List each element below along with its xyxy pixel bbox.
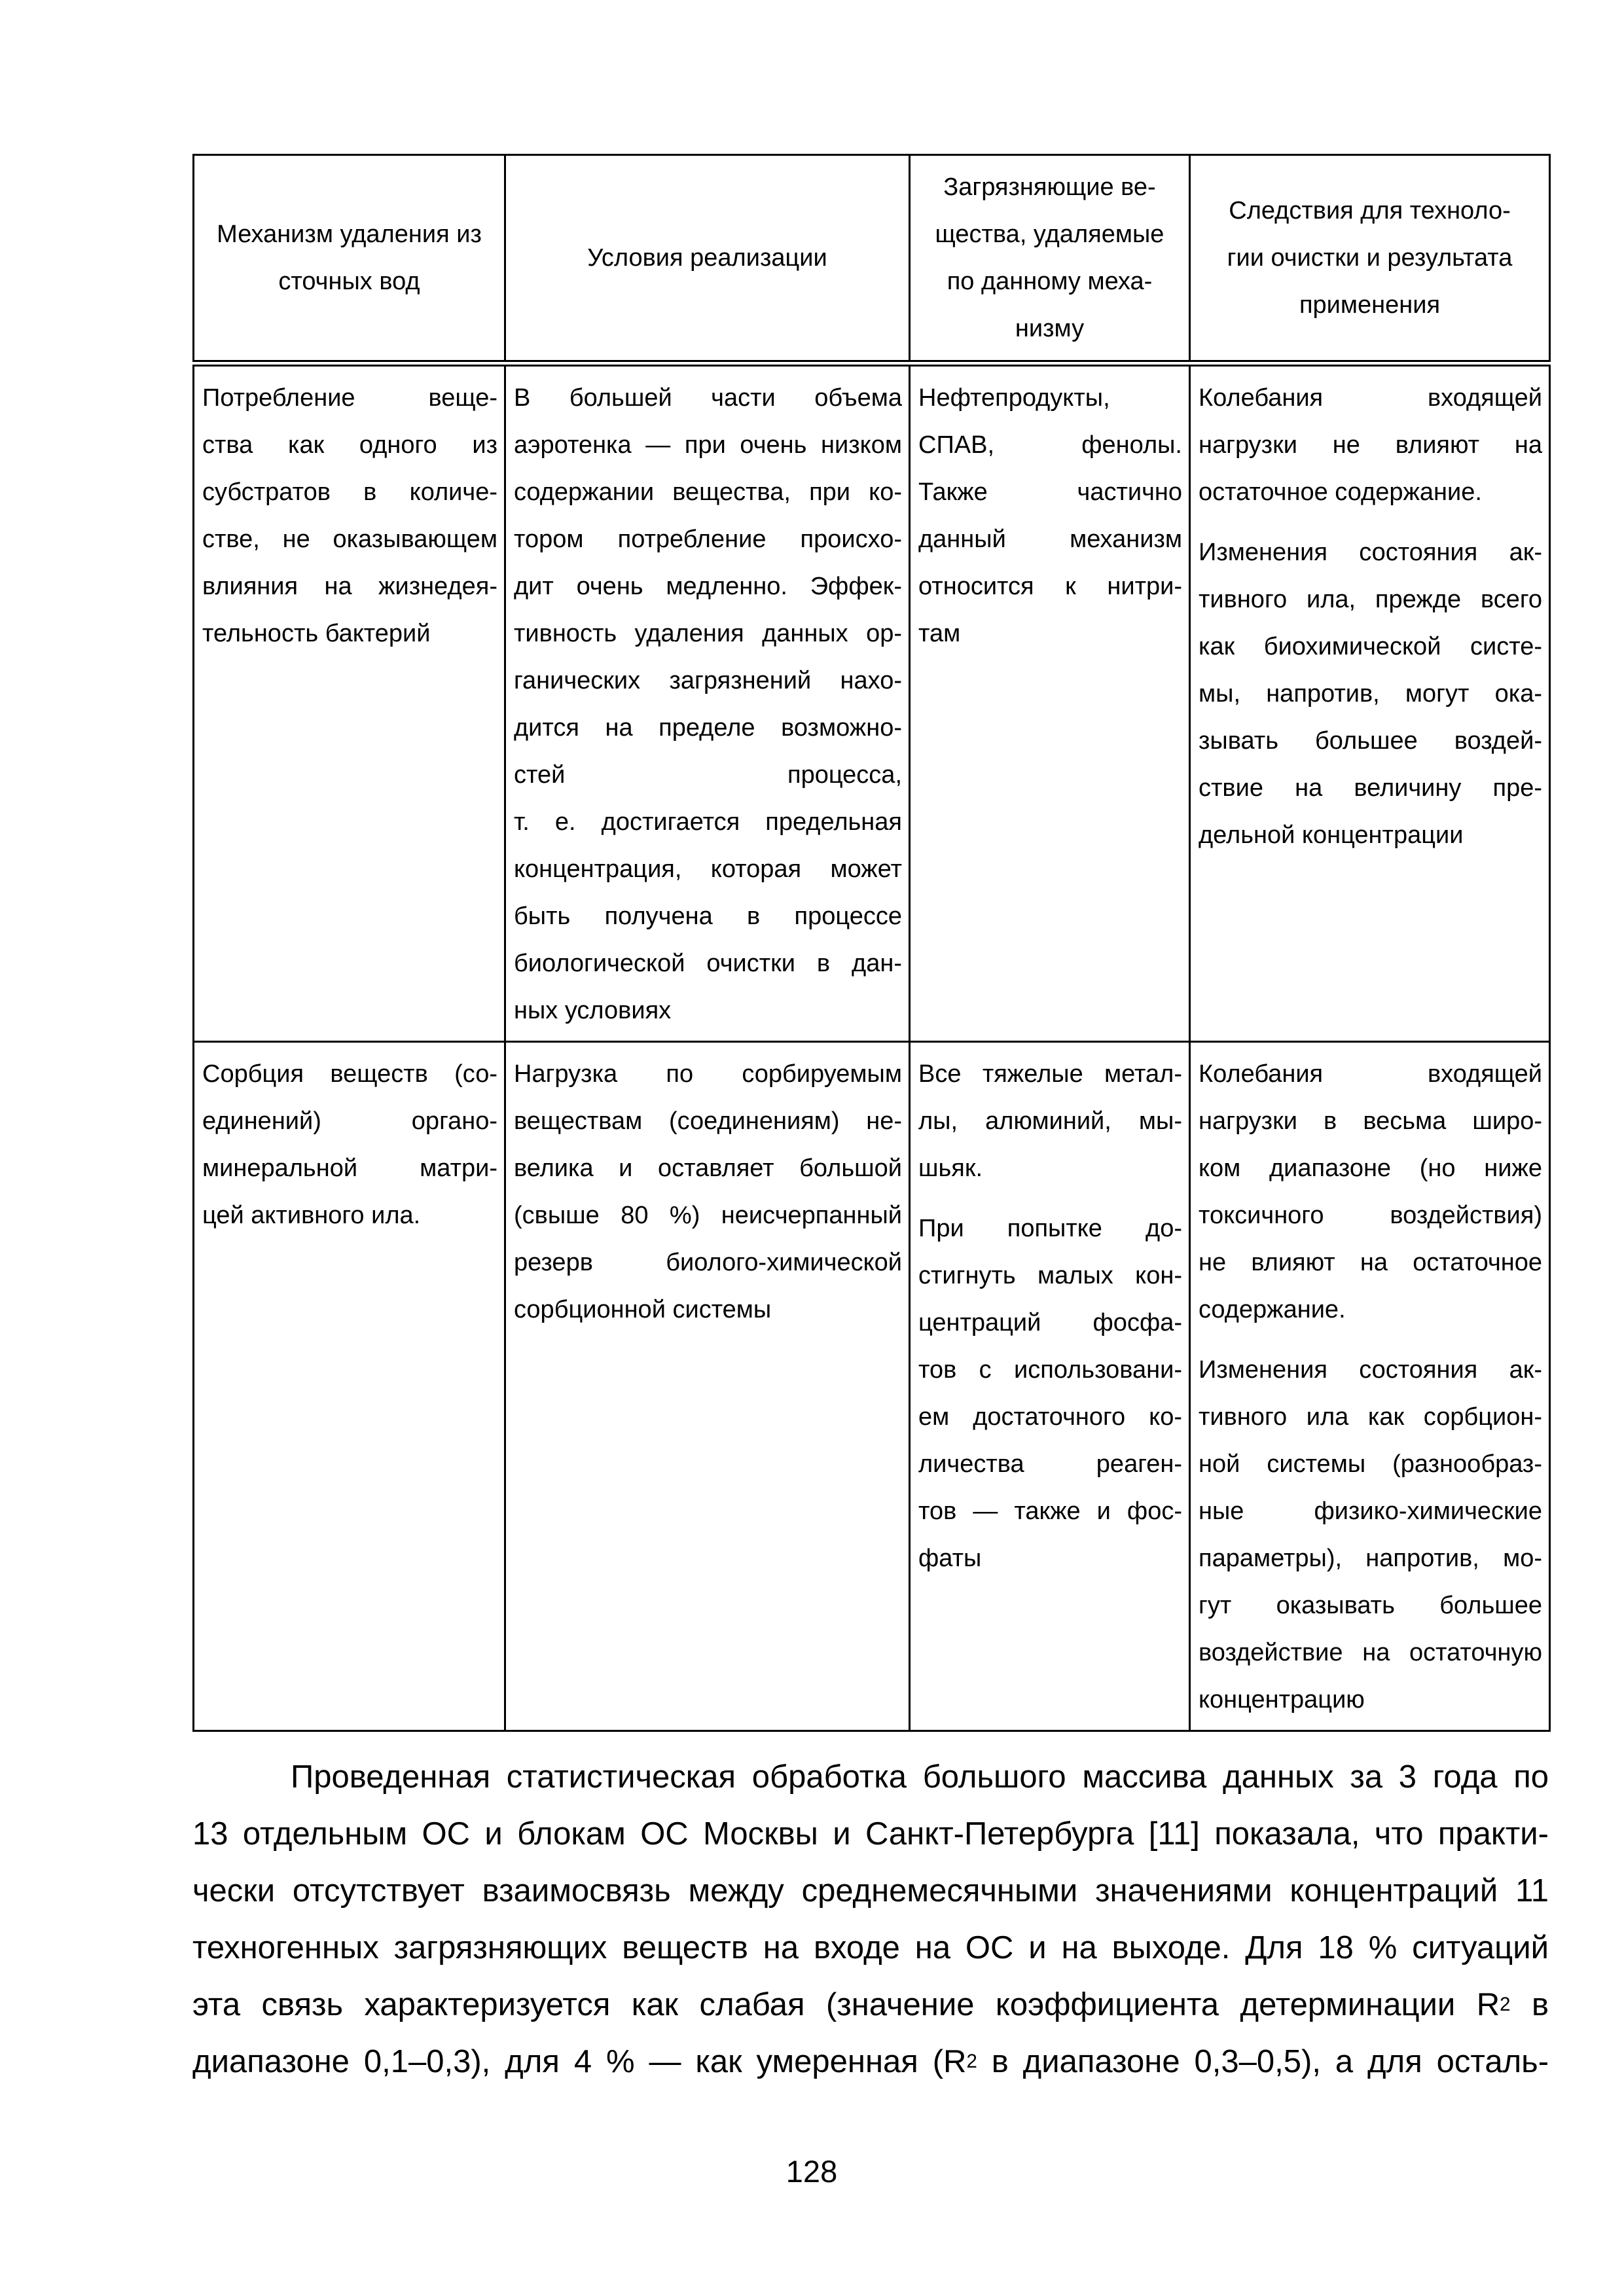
cell-text-line: по данному меха- — [947, 268, 1153, 295]
cell-text-line: параметры), напротив, мо- — [1199, 1545, 1542, 1572]
cell-text-line: ствие на величину пре- — [1199, 774, 1542, 802]
body-paragraph — [192, 1749, 1549, 2090]
cell-text-line: В большей части объема — [514, 384, 902, 412]
paragraph-gap — [1199, 516, 1542, 529]
cell-text-line: гут оказывать большее — [1199, 1592, 1542, 1619]
cell-text-line: нагрузки в весьма широ- — [1199, 1107, 1542, 1135]
body-text-line: диапазоне 0,1–0,3), для 4 % — как умеренная ($R^2$ в диапазоне 0,3–0,5), а для осталь- — [192, 2044, 1549, 2079]
cell-text-line: мы, напротив, могут ока- — [1199, 680, 1542, 708]
cell-text-line: там — [918, 620, 961, 647]
table-row — [194, 1042, 1550, 1731]
cell-text-line: Нефтепродукты, — [918, 384, 1110, 412]
cell-text-line: При попытке до- — [918, 1215, 1182, 1242]
page-number: 128 — [785, 2154, 838, 2189]
cell-text-line: центраций фосфа- — [918, 1309, 1182, 1336]
cell-text-line: стве, не оказывающем — [202, 526, 497, 553]
cell-text-line: единений) органо- — [202, 1107, 497, 1135]
cell-text-line: Нагрузка по сорбируемым — [514, 1060, 902, 1088]
cell-text-line: Механизм удаления из — [217, 221, 482, 248]
paragraph-gap — [918, 1192, 1182, 1205]
cell-text-line: ных условиях — [514, 997, 672, 1024]
cell-text-line: содержании вещества, при ко- — [514, 478, 902, 506]
cell-text-line: не влияют на остаточное — [1199, 1249, 1542, 1276]
cell-text-line: относится к нитри- — [918, 573, 1182, 600]
cell-text-line: ком диапазоне (но ниже — [1199, 1155, 1542, 1182]
cell-text-line: Потребление веще- — [202, 384, 497, 412]
table-header-row — [194, 155, 1550, 364]
cell-text-line: щества, удаляемые — [935, 221, 1164, 248]
cell-text-line: Условия реализации — [587, 244, 827, 272]
cell-text-line: низму — [1015, 315, 1085, 342]
cell-text-line: Следствия для техноло- — [1229, 197, 1511, 224]
cell-text-line: веществам (соединениям) не- — [514, 1107, 902, 1135]
cell-mechanism — [194, 1042, 505, 1731]
cell-text-line: сорбционной системы — [514, 1296, 772, 1323]
cell-text-line: тивность удаления данных ор- — [514, 620, 902, 647]
cell-text-line: зывать большее воздей- — [1199, 727, 1542, 755]
cell-text-line: Изменения состояния ак- — [1199, 539, 1542, 566]
cell-text-line: Колебания входящей — [1199, 1060, 1542, 1088]
cell-text-line: тором потребление происхо- — [514, 526, 902, 553]
table-row — [194, 363, 1550, 1042]
cell-text-line: ганических загрязнений нахо- — [514, 667, 902, 694]
cell-text-line: субстратов в количе- — [202, 478, 497, 506]
cell-text-line: применения — [1299, 291, 1441, 319]
cell-text-line: нагрузки не влияют на — [1199, 431, 1542, 459]
superscript: 2 — [1500, 1993, 1511, 2015]
cell-text-line: быть получена в процессе — [514, 903, 902, 930]
cell-text-line: воздействие на остаточную — [1199, 1639, 1542, 1666]
cell-text-line: тов — также и фос- — [918, 1498, 1182, 1525]
cell-conditions — [505, 363, 910, 1042]
cell-text-line: дится на пределе возможно- — [514, 714, 902, 742]
cell-text-line: личества реаген- — [918, 1450, 1182, 1478]
cell-text-line: велика и оставляет большой — [514, 1155, 902, 1182]
cell-text-line: стигнуть малых кон- — [918, 1262, 1182, 1289]
header-cell-mechanism — [194, 155, 505, 364]
cell-text-line: дит очень медленно. Эффек- — [514, 573, 902, 600]
cell-text-line: Сорбция веществ (со- — [202, 1060, 497, 1088]
cell-text-line: Колебания входящей — [1199, 384, 1542, 412]
cell-text-line: ства как одного из — [202, 431, 497, 459]
cell-text-line: гии очистки и результата — [1227, 244, 1513, 272]
cell-text-line: содержание. — [1199, 1296, 1346, 1323]
paragraph-gap — [1199, 1333, 1542, 1346]
cell-text-line: данный механизм — [918, 526, 1182, 553]
cell-text-line: аэротенка — при очень низком — [514, 431, 902, 459]
cell-text-line: тивного ила как сорбцион- — [1199, 1403, 1542, 1431]
cell-consequences — [1190, 363, 1550, 1042]
cell-text-line: Изменения состояния ак- — [1199, 1356, 1542, 1384]
cell-text-line: цей активного ила. — [202, 1202, 421, 1229]
cell-text-line: тивного ила, прежде всего — [1199, 586, 1542, 613]
cell-text-line: стей процесса, — [514, 761, 902, 789]
cell-text-line: концентрацию — [1199, 1686, 1365, 1713]
body-text-line: Проведенная статистическая обработка большого массива данных за 3 года по — [291, 1759, 1549, 1795]
cell-text-line: Загрязняющие ве- — [943, 173, 1156, 201]
cell-pollutants — [910, 363, 1190, 1042]
cell-text-line: остаточное содержание. — [1199, 478, 1482, 506]
header-cell-conditions — [505, 155, 910, 364]
cell-text-line: лы, алюминий, мы- — [918, 1107, 1182, 1135]
cell-consequences — [1190, 1042, 1550, 1731]
cell-text-line: Все тяжелые метал- — [918, 1060, 1182, 1088]
cell-text-line: тельность бактерий — [202, 620, 431, 647]
body-text-line: 13 отдельным ОС и блокам ОС Москвы и Санкт-Петербурга [11] показала, что практи- — [192, 1816, 1549, 1852]
mechanisms-table — [192, 154, 1551, 1732]
cell-text-line: Также частично — [918, 478, 1182, 506]
cell-mechanism — [194, 363, 505, 1042]
superscript: 2 — [966, 2050, 977, 2072]
cell-text-line: шьяк. — [918, 1155, 983, 1182]
cell-text-line: СПАВ, фенолы. — [918, 431, 1182, 459]
cell-text-line: (свыше 80 %) неисчерпанный — [514, 1202, 902, 1229]
cell-text-line: минеральной матри- — [202, 1155, 497, 1182]
cell-text-line: сточных вод — [278, 268, 420, 295]
body-text-line: эта связь характеризуется как слабая (значение коэффициента детерминации $R^2$ в — [192, 1987, 1549, 2022]
cell-text-line: влияния на жизнедея- — [202, 573, 497, 600]
header-cell-consequences — [1190, 155, 1550, 364]
cell-text-line: токсичного воздействия) — [1199, 1202, 1542, 1229]
cell-text-line: резерв биолого-химической — [514, 1249, 902, 1276]
header-cell-pollutants — [910, 155, 1190, 364]
body-text-line: техногенных загрязняющих веществ на входе на ОС и на выходе. Для 18 % ситуаций — [192, 1930, 1549, 1965]
cell-text-line: ем достаточного ко- — [918, 1403, 1182, 1431]
cell-pollutants — [910, 1042, 1190, 1731]
cell-text-line: т. е. достигается предельная — [514, 808, 902, 836]
cell-conditions — [505, 1042, 910, 1731]
cell-text-line: концентрация, которая может — [514, 855, 902, 883]
body-text-line: чески отсутствует взаимосвязь между среднемесячными значениями концентраций 11 — [192, 1873, 1549, 1909]
cell-text-line: тов с использовани- — [918, 1356, 1182, 1384]
cell-text-line: фаты — [918, 1545, 982, 1572]
cell-text-line: как биохимической систе- — [1199, 633, 1542, 660]
cell-text-line: ной системы (разнообраз- — [1199, 1450, 1542, 1478]
cell-text-line: биологической очистки в дан- — [514, 950, 902, 977]
cell-text-line: дельной концентрации — [1199, 821, 1464, 849]
cell-text-line: ные физико-химические — [1199, 1498, 1542, 1525]
